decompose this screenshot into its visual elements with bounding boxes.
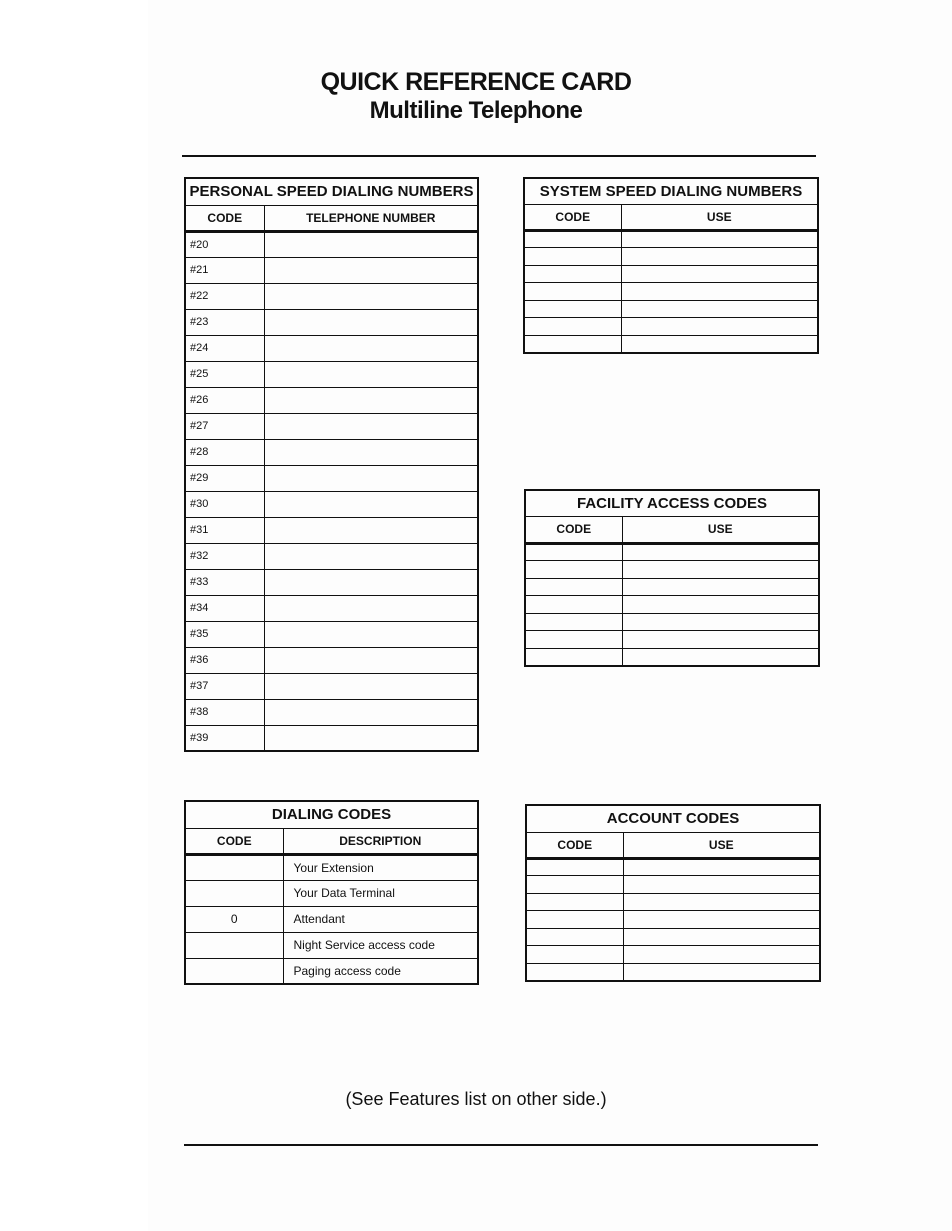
use-field[interactable] bbox=[621, 318, 818, 336]
code-field[interactable] bbox=[526, 963, 623, 981]
dialing-description-cell: Your Data Terminal bbox=[283, 880, 478, 906]
table-row bbox=[185, 465, 478, 491]
use-field[interactable] bbox=[623, 893, 820, 911]
speed-code: #31 bbox=[185, 517, 264, 543]
table-row bbox=[185, 309, 478, 335]
table-row bbox=[524, 283, 818, 301]
code-field[interactable] bbox=[526, 911, 623, 929]
table-row bbox=[525, 578, 819, 596]
dialing-codes-table bbox=[184, 800, 479, 985]
personal-number-header: TELEPHONE NUMBER bbox=[264, 205, 478, 231]
table-row bbox=[185, 517, 478, 543]
speed-code: #36 bbox=[185, 647, 264, 673]
code-field[interactable] bbox=[525, 613, 622, 631]
table-row bbox=[526, 893, 820, 911]
use-field[interactable] bbox=[622, 596, 819, 614]
code-field[interactable] bbox=[526, 928, 623, 946]
code-field[interactable] bbox=[524, 300, 621, 318]
speed-code: #33 bbox=[185, 569, 264, 595]
use-field[interactable] bbox=[623, 911, 820, 929]
speed-code: #25 bbox=[185, 361, 264, 387]
use-field[interactable] bbox=[622, 648, 819, 666]
table-row bbox=[525, 613, 819, 631]
speed-code: #35 bbox=[185, 621, 264, 647]
account-caption: ACCOUNT CODES bbox=[526, 805, 820, 832]
code-field[interactable] bbox=[525, 596, 622, 614]
speed-code: #24 bbox=[185, 335, 264, 361]
table-row bbox=[185, 413, 478, 439]
code-field[interactable] bbox=[525, 543, 622, 561]
telephone-number-field[interactable] bbox=[264, 309, 478, 335]
use-field[interactable] bbox=[623, 963, 820, 981]
speed-code: #28 bbox=[185, 439, 264, 465]
telephone-number-field[interactable] bbox=[264, 725, 478, 751]
table-row bbox=[185, 595, 478, 621]
speed-code: #26 bbox=[185, 387, 264, 413]
code-field[interactable] bbox=[524, 318, 621, 336]
code-field[interactable] bbox=[525, 561, 622, 579]
telephone-number-field[interactable] bbox=[264, 569, 478, 595]
table-row bbox=[185, 880, 478, 906]
code-field[interactable] bbox=[525, 648, 622, 666]
table-row bbox=[524, 265, 818, 283]
code-field[interactable] bbox=[525, 578, 622, 596]
table-row bbox=[525, 596, 819, 614]
table-row bbox=[526, 963, 820, 981]
table-row bbox=[526, 911, 820, 929]
use-field[interactable] bbox=[621, 283, 818, 301]
speed-code: #21 bbox=[185, 257, 264, 283]
table-row bbox=[525, 648, 819, 666]
use-field[interactable] bbox=[623, 928, 820, 946]
table-row bbox=[525, 543, 819, 561]
personal-speed-caption: PERSONAL SPEED DIALING NUMBERS bbox=[185, 178, 478, 205]
use-field[interactable] bbox=[621, 230, 818, 248]
use-field[interactable] bbox=[621, 335, 818, 353]
table-row bbox=[525, 631, 819, 649]
use-field[interactable] bbox=[621, 300, 818, 318]
telephone-number-field[interactable] bbox=[264, 491, 478, 517]
table-row bbox=[526, 928, 820, 946]
speed-code: #38 bbox=[185, 699, 264, 725]
telephone-number-field[interactable] bbox=[264, 517, 478, 543]
table-row bbox=[524, 300, 818, 318]
telephone-number-field[interactable] bbox=[264, 621, 478, 647]
use-field[interactable] bbox=[622, 578, 819, 596]
dialing-code-cell: 0 bbox=[185, 906, 283, 932]
system-code-header: CODE bbox=[524, 204, 621, 230]
dialing-code-cell bbox=[185, 958, 283, 984]
table-row bbox=[185, 932, 478, 958]
account-codes-table bbox=[525, 804, 821, 982]
use-field[interactable] bbox=[621, 265, 818, 283]
table-row bbox=[185, 699, 478, 725]
speed-code: #34 bbox=[185, 595, 264, 621]
code-field[interactable] bbox=[526, 893, 623, 911]
system-use-header: USE bbox=[621, 204, 818, 230]
dialing-code-cell bbox=[185, 880, 283, 906]
speed-code: #27 bbox=[185, 413, 264, 439]
telephone-number-field[interactable] bbox=[264, 465, 478, 491]
code-field[interactable] bbox=[525, 631, 622, 649]
use-field[interactable] bbox=[621, 248, 818, 266]
code-field[interactable] bbox=[526, 946, 623, 964]
speed-code: #39 bbox=[185, 725, 264, 751]
account-code-header: CODE bbox=[526, 832, 623, 858]
personal-speed-table bbox=[184, 177, 479, 752]
system-speed-caption: SYSTEM SPEED DIALING NUMBERS bbox=[524, 178, 818, 204]
table-row bbox=[185, 854, 478, 880]
page-subtitle: Multiline Telephone bbox=[369, 97, 583, 124]
table-row bbox=[185, 958, 478, 984]
table-row bbox=[185, 439, 478, 465]
telephone-number-field[interactable] bbox=[264, 595, 478, 621]
telephone-number-field[interactable] bbox=[264, 673, 478, 699]
facility-table bbox=[524, 489, 820, 667]
telephone-number-field[interactable] bbox=[264, 699, 478, 725]
telephone-number-field[interactable] bbox=[264, 387, 478, 413]
speed-code: #22 bbox=[185, 283, 264, 309]
use-field[interactable] bbox=[622, 561, 819, 579]
use-field[interactable] bbox=[623, 946, 820, 964]
table-row bbox=[185, 673, 478, 699]
telephone-number-field[interactable] bbox=[264, 413, 478, 439]
speed-code: #30 bbox=[185, 491, 264, 517]
table-row bbox=[526, 858, 820, 876]
code-field[interactable] bbox=[526, 858, 623, 876]
use-field[interactable] bbox=[623, 876, 820, 894]
speed-code: #37 bbox=[185, 673, 264, 699]
table-row bbox=[185, 725, 478, 751]
table-row bbox=[526, 876, 820, 894]
dialing-description-cell: Attendant bbox=[283, 906, 478, 932]
table-row bbox=[526, 946, 820, 964]
top-divider bbox=[182, 155, 816, 157]
code-field[interactable] bbox=[526, 876, 623, 894]
table-row bbox=[185, 335, 478, 361]
table-row bbox=[185, 283, 478, 309]
telephone-number-field[interactable] bbox=[264, 257, 478, 283]
code-field[interactable] bbox=[524, 335, 621, 353]
speed-code: #23 bbox=[185, 309, 264, 335]
telephone-number-field[interactable] bbox=[264, 361, 478, 387]
code-field[interactable] bbox=[524, 248, 621, 266]
bottom-divider bbox=[184, 1144, 818, 1146]
dialing-description-cell: Your Extension bbox=[283, 854, 478, 880]
table-row bbox=[185, 647, 478, 673]
table-row bbox=[185, 387, 478, 413]
facility-use-header: USE bbox=[622, 516, 819, 543]
table-row bbox=[525, 561, 819, 579]
dialing-code-cell bbox=[185, 854, 283, 880]
table-row bbox=[524, 248, 818, 266]
dialing-description-cell: Paging access code bbox=[283, 958, 478, 984]
table-row bbox=[524, 318, 818, 336]
use-field[interactable] bbox=[622, 543, 819, 561]
table-row bbox=[185, 257, 478, 283]
telephone-number-field[interactable] bbox=[264, 335, 478, 361]
telephone-number-field[interactable] bbox=[264, 283, 478, 309]
page-title: QUICK REFERENCE CARD bbox=[320, 68, 632, 96]
table-row bbox=[185, 621, 478, 647]
speed-code: #32 bbox=[185, 543, 264, 569]
personal-code-header: CODE bbox=[185, 205, 264, 231]
code-field[interactable] bbox=[524, 283, 621, 301]
use-field[interactable] bbox=[622, 613, 819, 631]
use-field[interactable] bbox=[623, 858, 820, 876]
table-row bbox=[185, 543, 478, 569]
dialing-code-header: CODE bbox=[185, 828, 283, 854]
telephone-number-field[interactable] bbox=[264, 543, 478, 569]
code-field[interactable] bbox=[524, 230, 621, 248]
speed-code: #29 bbox=[185, 465, 264, 491]
table-row bbox=[185, 231, 478, 257]
telephone-number-field[interactable] bbox=[264, 647, 478, 673]
facility-caption: FACILITY ACCESS CODES bbox=[525, 490, 819, 516]
table-row bbox=[185, 491, 478, 517]
table-row bbox=[185, 361, 478, 387]
dialing-description-cell: Night Service access code bbox=[283, 932, 478, 958]
dialing-caption: DIALING CODES bbox=[185, 801, 478, 828]
footer-note: (See Features list on other side.) bbox=[345, 1089, 607, 1109]
dialing-desc-header: DESCRIPTION bbox=[283, 828, 478, 854]
table-row bbox=[185, 906, 478, 932]
speed-code: #20 bbox=[185, 231, 264, 257]
table-row bbox=[524, 335, 818, 353]
telephone-number-field[interactable] bbox=[264, 439, 478, 465]
table-row bbox=[524, 230, 818, 248]
dialing-code-cell bbox=[185, 932, 283, 958]
telephone-number-field[interactable] bbox=[264, 231, 478, 257]
table-row bbox=[185, 569, 478, 595]
code-field[interactable] bbox=[524, 265, 621, 283]
system-speed-table bbox=[523, 177, 819, 354]
use-field[interactable] bbox=[622, 631, 819, 649]
account-use-header: USE bbox=[623, 832, 820, 858]
facility-code-header: CODE bbox=[525, 516, 622, 543]
